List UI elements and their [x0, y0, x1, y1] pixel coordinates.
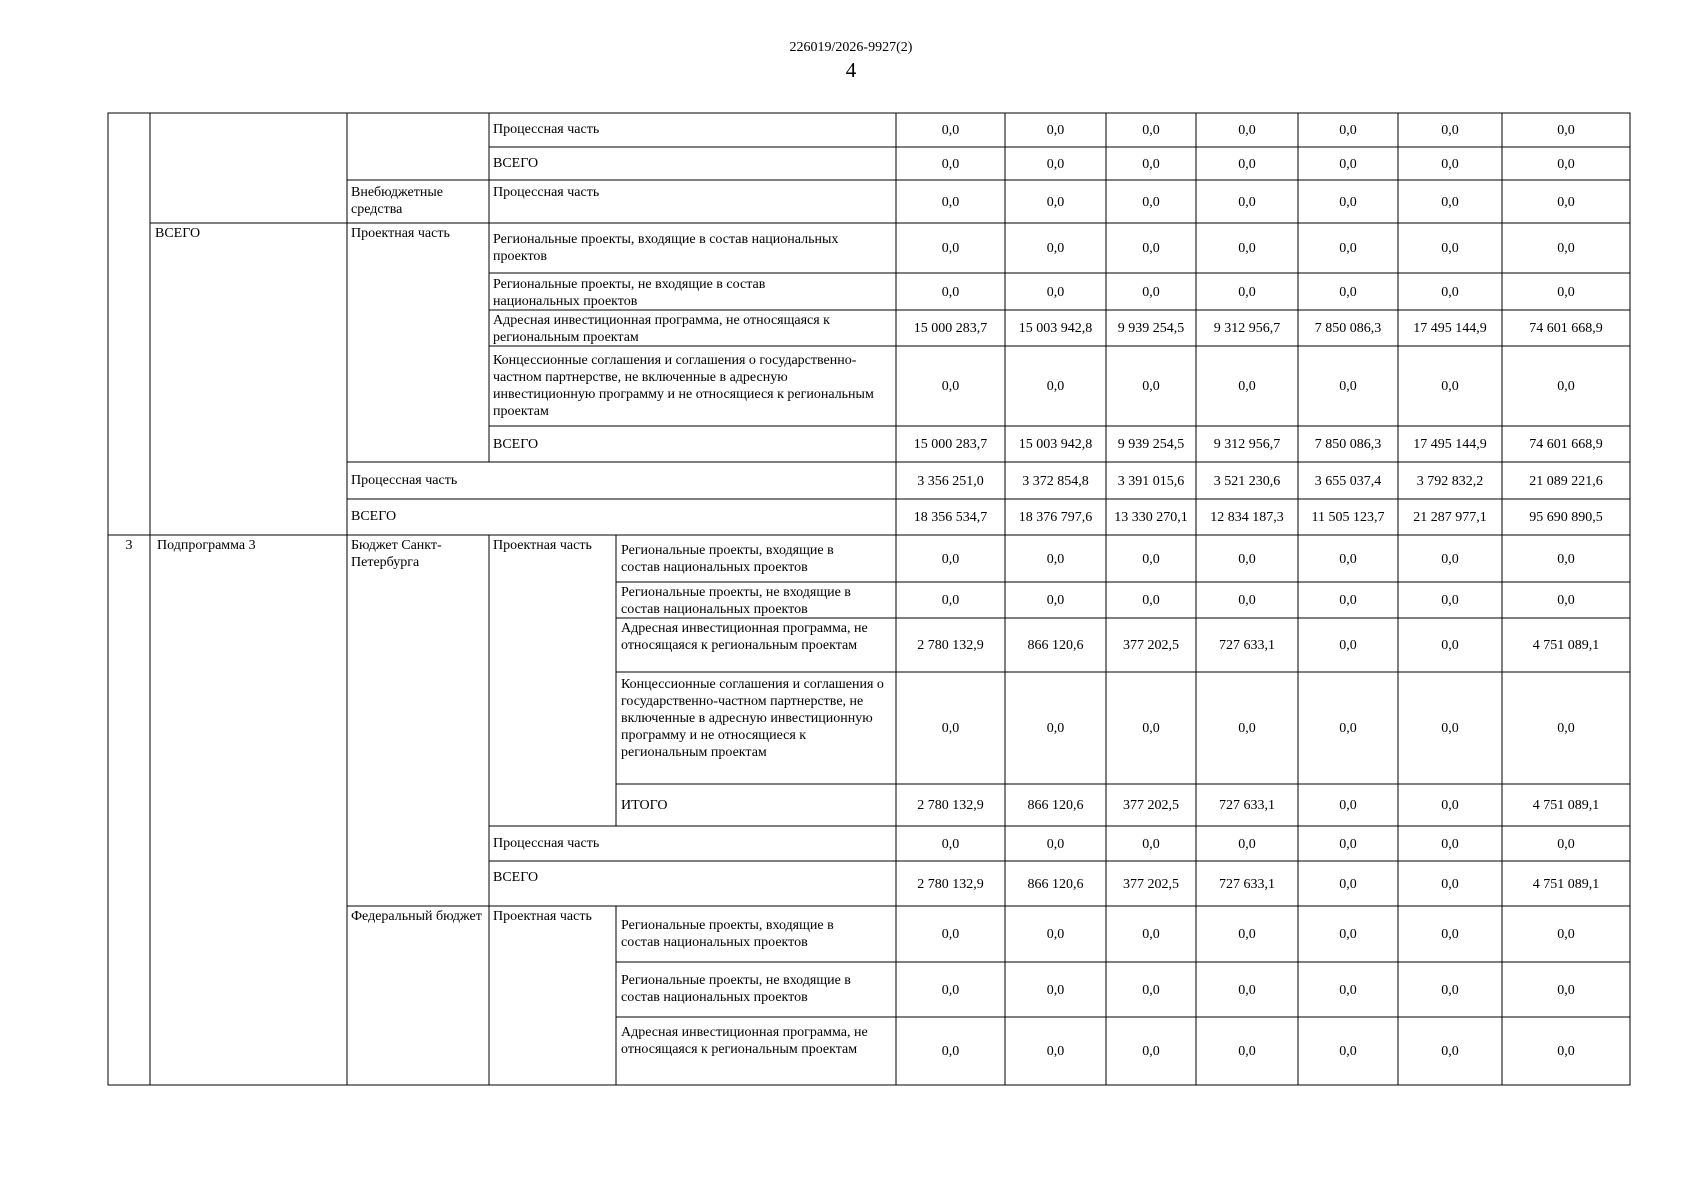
value-cell: 0,0 — [1142, 284, 1160, 300]
value-cell: 0,0 — [1046, 241, 1065, 256]
value-cell: 0,0 — [1238, 241, 1256, 256]
value-cell: 0,0 — [1339, 1044, 1357, 1059]
value-cell: 0,0 — [1339, 551, 1357, 567]
value-cell: 0,0 — [1557, 123, 1575, 138]
value-cell: 12 834 187,3 — [1210, 510, 1284, 525]
value-cell: 0,0 — [1557, 593, 1575, 608]
value-cell: 15 003 942,8 — [1018, 437, 1093, 452]
value-cell: 0,0 — [1046, 551, 1065, 567]
value-cell: 21 287 977,1 — [1413, 510, 1487, 525]
value-cell: 3 356 251,0 — [917, 473, 984, 489]
value-cell: 866 120,6 — [1027, 638, 1084, 653]
value-cell: 0,0 — [1238, 593, 1256, 608]
value-cell: 2 780 132,9 — [917, 876, 984, 892]
value-cell: 0,0 — [941, 593, 960, 608]
value-cell: 0,0 — [1142, 593, 1160, 608]
value-cell: 0,0 — [1557, 156, 1575, 172]
value-cell: 0,0 — [1238, 927, 1256, 942]
value-cell: 0,0 — [1339, 241, 1357, 256]
value-cell: 0,0 — [1142, 123, 1160, 138]
value-cell: 0,0 — [1142, 982, 1160, 998]
value-cell: 0,0 — [1142, 1044, 1160, 1059]
value-cell: 74 601 668,9 — [1529, 321, 1603, 336]
value-cell: 0,0 — [1441, 123, 1459, 138]
value-cell: 4 751 089,1 — [1532, 876, 1600, 892]
value-cell: 0,0 — [1238, 194, 1256, 210]
value-cell: 0,0 — [1046, 721, 1065, 736]
value-cell: 0,0 — [1046, 836, 1065, 852]
value-cell: 0,0 — [1339, 194, 1357, 210]
value-cell: 0,0 — [941, 194, 960, 210]
label-regional-in-national: Региональные проекты, входящие в состав национальных проектов — [621, 918, 834, 950]
value-cell: 0,0 — [1441, 927, 1459, 942]
value-cell: 0,0 — [1238, 123, 1256, 138]
value-cell: 0,0 — [1557, 379, 1575, 394]
value-cell: 0,0 — [941, 156, 960, 172]
value-cell: 0,0 — [1238, 379, 1256, 394]
value-cell: 17 495 144,9 — [1413, 437, 1487, 452]
label-concession: Концессионные соглашения и соглашения о государственно-частном партнерстве, не включенные в адресную инвестиционную программу и не относящиеся к региональным проектам — [493, 353, 874, 419]
value-cell: 9 312 956,7 — [1213, 437, 1281, 452]
value-cell: 727 633,1 — [1219, 798, 1275, 813]
subprogram-title: Подпрограмма 3 — [157, 538, 256, 553]
value-cell: 0,0 — [1557, 982, 1575, 998]
label-total: ВСЕГО — [493, 870, 539, 885]
value-cell: 2 780 132,9 — [917, 638, 984, 653]
page-number: 4 — [845, 58, 857, 82]
document-number: 226019/2026-9927(2) — [789, 40, 913, 55]
value-cell: 0,0 — [1441, 241, 1459, 256]
value-cell: 0,0 — [1339, 156, 1357, 172]
value-cell: 9 939 254,5 — [1117, 321, 1185, 336]
value-cell: 727 633,1 — [1219, 876, 1275, 892]
value-cell: 0,0 — [1441, 721, 1459, 736]
label-address-investment: Адресная инвестиционная программа, не относящаяся к региональным проектам — [621, 621, 868, 653]
value-cell: 727 633,1 — [1219, 638, 1275, 653]
value-cell: 0,0 — [1142, 927, 1160, 942]
value-cell: 377 202,5 — [1123, 876, 1179, 892]
value-cell: 0,0 — [1238, 982, 1256, 998]
value-cell: 0,0 — [1339, 123, 1357, 138]
value-cell: 0,0 — [1441, 982, 1459, 998]
label-extrabudget: Внебюджетные средства — [351, 185, 443, 217]
value-cell: 0,0 — [1046, 593, 1065, 608]
value-cell: 0,0 — [941, 123, 960, 138]
value-cell: 0,0 — [1557, 194, 1575, 210]
value-cell: 0,0 — [1441, 1044, 1459, 1059]
value-cell: 0,0 — [1441, 551, 1459, 567]
value-cell: 0,0 — [1441, 876, 1459, 892]
value-cell: 0,0 — [1339, 379, 1357, 394]
value-cell: 0,0 — [1557, 551, 1575, 567]
value-cell: 0,0 — [1142, 721, 1160, 736]
value-cell: 21 089 221,6 — [1529, 473, 1603, 489]
value-cell: 74 601 668,9 — [1529, 437, 1603, 452]
value-cell: 0,0 — [941, 551, 960, 567]
value-cell: 15 000 283,7 — [913, 437, 988, 452]
value-cell: 0,0 — [1238, 1044, 1256, 1059]
label-regional-not-in-national: Региональные проекты, не входящие в состав национальных проектов — [621, 973, 851, 1005]
value-cell: 0,0 — [1238, 551, 1256, 567]
label-itogo: ИТОГО — [621, 798, 668, 813]
value-cell: 3 391 015,6 — [1117, 473, 1185, 489]
value-cell: 866 120,6 — [1027, 798, 1084, 813]
row-number: 3 — [125, 538, 133, 553]
value-cell: 0,0 — [1046, 284, 1065, 300]
value-cell: 0,0 — [1339, 721, 1357, 736]
value-cell: 0,0 — [941, 721, 960, 736]
value-cell: 0,0 — [1142, 194, 1160, 210]
label-federal-budget: Федеральный бюджет — [351, 909, 482, 924]
value-cell: 0,0 — [1046, 379, 1065, 394]
value-cell: 0,0 — [1339, 284, 1357, 300]
label-process-part: Процессная часть — [493, 836, 600, 851]
value-cell: 0,0 — [1142, 836, 1160, 852]
value-cell: 0,0 — [1142, 241, 1160, 256]
value-cell: 0,0 — [941, 836, 960, 852]
label-project-part: Проектная часть — [351, 226, 450, 241]
label-total: ВСЕГО — [493, 156, 539, 171]
value-cell: 4 751 089,1 — [1532, 798, 1600, 813]
value-cell: 0,0 — [1142, 156, 1160, 172]
value-cell: 0,0 — [1142, 551, 1160, 567]
label-process-part: Процессная часть — [351, 473, 458, 488]
label-spb-budget: Бюджет Санкт-Петербурга — [351, 538, 442, 570]
value-cell: 3 655 037,4 — [1314, 473, 1382, 489]
value-cell: 18 356 534,7 — [913, 510, 988, 525]
value-cell: 0,0 — [1339, 593, 1357, 608]
value-cell: 0,0 — [1441, 156, 1459, 172]
value-cell: 0,0 — [941, 379, 960, 394]
value-cell: 3 372 854,8 — [1022, 473, 1089, 489]
label-total: ВСЕГО — [351, 509, 397, 524]
label-total-block: ВСЕГО — [155, 226, 201, 241]
value-cell: 377 202,5 — [1123, 798, 1179, 813]
label-regional-not-in-national: Региональные проекты, не входящие в состав национальных проектов — [493, 277, 766, 309]
value-cell: 0,0 — [1557, 284, 1575, 300]
value-cell: 7 850 086,3 — [1314, 321, 1382, 336]
label-concession: Концессионные соглашения и соглашения о государственно-частном партнерстве, не включенные в адресную инвестиционную программу и не относящиеся к региональным проектам — [621, 677, 884, 760]
label-process-part: Процессная часть — [493, 122, 600, 137]
label-regional-in-national: Региональные проекты, входящие в состав национальных проектов — [493, 232, 839, 264]
value-cell: 0,0 — [1339, 836, 1357, 852]
value-cell: 0,0 — [941, 241, 960, 256]
value-cell: 0,0 — [1046, 123, 1065, 138]
label-project-part: Проектная часть — [493, 909, 592, 924]
value-cell: 377 202,5 — [1123, 638, 1179, 653]
value-cell: 0,0 — [1238, 156, 1256, 172]
value-cell: 9 312 956,7 — [1213, 321, 1281, 336]
value-cell: 0,0 — [1142, 379, 1160, 394]
label-address-investment: Адресная инвестиционная программа, не относящаяся к региональным проектам — [621, 1025, 868, 1057]
value-cell: 0,0 — [1557, 836, 1575, 852]
value-cell: 13 330 270,1 — [1114, 510, 1188, 525]
value-cell: 0,0 — [1557, 721, 1575, 736]
value-cell: 0,0 — [1557, 927, 1575, 942]
label-regional-not-in-national: Региональные проекты, не входящие в состав национальных проектов — [621, 585, 851, 617]
value-cell: 17 495 144,9 — [1413, 321, 1487, 336]
value-cell: 7 850 086,3 — [1314, 437, 1382, 452]
value-cell: 866 120,6 — [1027, 876, 1084, 892]
value-cell: 0,0 — [1441, 593, 1459, 608]
value-cell: 0,0 — [1046, 156, 1065, 172]
value-cell: 18 376 797,6 — [1018, 510, 1093, 525]
value-cell: 0,0 — [1238, 284, 1256, 300]
value-cell: 0,0 — [1557, 241, 1575, 256]
value-cell: 0,0 — [1441, 638, 1459, 653]
value-cell: 95 690 890,5 — [1529, 510, 1603, 525]
value-cell: 0,0 — [1441, 836, 1459, 852]
value-cell: 0,0 — [1441, 194, 1459, 210]
label-total: ВСЕГО — [493, 437, 539, 452]
value-cell: 0,0 — [1441, 798, 1459, 813]
value-cell: 3 792 832,2 — [1416, 473, 1484, 489]
value-cell: 0,0 — [1238, 836, 1256, 852]
value-cell: 0,0 — [1046, 194, 1065, 210]
label-regional-in-national: Региональные проекты, входящие в состав национальных проектов — [621, 543, 834, 575]
value-cell: 0,0 — [941, 284, 960, 300]
value-cell: 0,0 — [1557, 1044, 1575, 1059]
value-cell: 0,0 — [941, 927, 960, 942]
label-project-part: Проектная часть — [493, 538, 592, 553]
value-cell: 0,0 — [1339, 638, 1357, 653]
value-cell: 0,0 — [1046, 927, 1065, 942]
value-cell: 0,0 — [1441, 284, 1459, 300]
value-cell: 9 939 254,5 — [1117, 437, 1185, 452]
value-cell: 0,0 — [1339, 982, 1357, 998]
value-cell: 0,0 — [941, 982, 960, 998]
value-cell: 0,0 — [1046, 982, 1065, 998]
value-cell: 0,0 — [1339, 798, 1357, 813]
value-cell: 15 000 283,7 — [913, 321, 988, 336]
value-cell: 0,0 — [1339, 927, 1357, 942]
value-cell: 0,0 — [1046, 1044, 1065, 1059]
value-cell: 0,0 — [1339, 876, 1357, 892]
value-cell: 0,0 — [1238, 721, 1256, 736]
value-cell: 15 003 942,8 — [1018, 321, 1093, 336]
value-cell: 4 751 089,1 — [1532, 638, 1600, 653]
label-address-investment: Адресная инвестиционная программа, не относящаяся к региональным проектам — [493, 313, 830, 345]
value-cell: 3 521 230,6 — [1213, 473, 1281, 489]
value-cell: 11 505 123,7 — [1311, 510, 1385, 525]
value-cell: 0,0 — [1441, 379, 1459, 394]
value-cell: 0,0 — [941, 1044, 960, 1059]
label-process-part: Процессная часть — [493, 185, 600, 200]
value-cell: 2 780 132,9 — [917, 798, 984, 813]
